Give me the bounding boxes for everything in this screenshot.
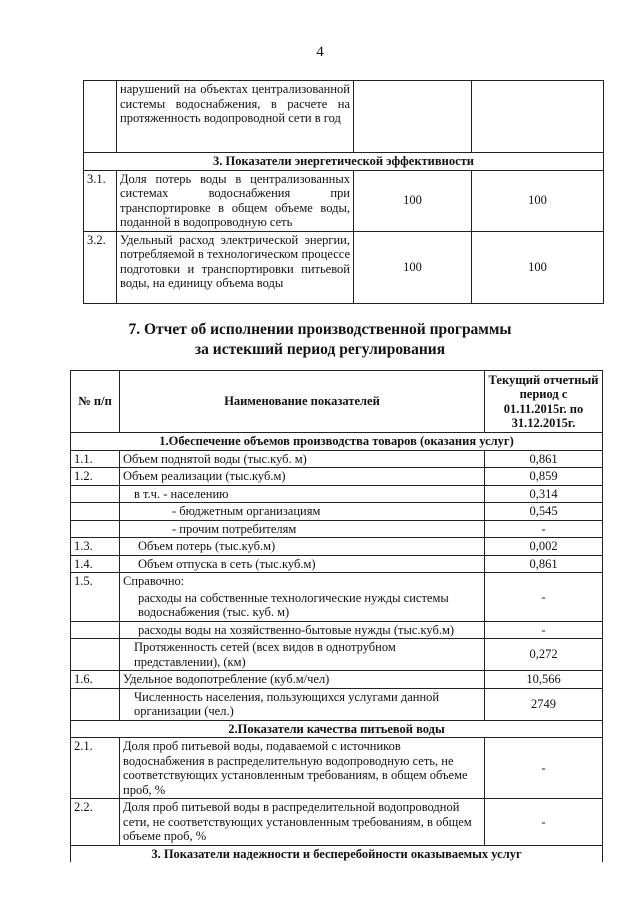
report-title-line1: 7. Отчет об исполнении производственной программы [128, 321, 512, 338]
row-value: 2749 [485, 688, 603, 720]
row-value: 0,002 [485, 538, 603, 556]
row-num: 3.1. [84, 170, 117, 231]
header-name: Наименование показателей [120, 371, 485, 433]
top-table [83, 80, 604, 304]
row-num: 1.4. [71, 555, 120, 573]
section3-title: 3. Показатели надежности и бесперебойности оказываемых услуг [71, 845, 603, 862]
row-value: - [485, 738, 603, 799]
row-name: Объем отпуска в сеть (тыс.куб.м) [120, 555, 485, 573]
row-value: 10,566 [485, 671, 603, 689]
row-name: Объем поднятой воды (тыс.куб. м) [120, 450, 485, 468]
row-value: - [485, 520, 603, 538]
row-name [120, 573, 485, 590]
row-num: 3.2. [84, 231, 117, 303]
row-value-1: 100 [354, 170, 472, 231]
row-name: в т.ч. - населению [120, 485, 485, 503]
main-table [70, 370, 603, 862]
row-num: 1.2. [71, 468, 120, 486]
row-value: 0,861 [485, 555, 603, 573]
row-num: 2.1. [71, 738, 120, 799]
row-value: 0,272 [485, 639, 603, 671]
section3-title: 3. Показатели энергетической эффективности [84, 153, 604, 171]
report-title-line2: за истекший период регулирования [194, 341, 446, 358]
row-name: Объем реализации (тыс.куб.м) [120, 468, 485, 486]
row-name: Доля проб питьевой воды, подаваемой с источников водоснабжения в распределительную водопроводную сеть, не соответствующих установленным требованиям, в общем объеме проб, % [120, 738, 485, 799]
row-name: Удельное водопотребление (куб.м/чел) [120, 671, 485, 689]
row-name: Доля потерь воды в централизованных системах водоснабжения при транспортировке в общем объеме воды, поданной в водопроводную сеть [117, 170, 354, 231]
row-value: - [485, 799, 603, 846]
row-value: 0,314 [485, 485, 603, 503]
row-value: 0,545 [485, 503, 603, 521]
report-title [0, 320, 640, 360]
row-num: 1.5. [71, 573, 120, 622]
row-value: 0,859 [485, 468, 603, 486]
section1-title: 1.Обеспечение объемов производства товаров (оказания услуг) [71, 433, 603, 451]
continuation-text: нарушений на объектах централизованной системы водоснабжения, в расчете на протяженность водопроводной сети в год [117, 81, 354, 153]
header-period: Текущий отчетный период с 01.11.2015г. по 31.12.2015г. [485, 371, 603, 433]
row-name: - прочим потребителям [120, 520, 485, 538]
row-name: Объем потерь (тыс.куб.м) [120, 538, 485, 556]
row-name: Численность населения, пользующихся услугами данной организации (чел.) [120, 688, 485, 720]
row-value-2: 100 [472, 231, 604, 303]
header-num: № п/п [71, 371, 120, 433]
section2-title: 2.Показатели качества питьевой воды [71, 720, 603, 738]
row-name: расходы на собственные технологические нужды системы водоснабжения (тыс. куб. м) [120, 590, 485, 622]
page-number: 4 [316, 44, 324, 60]
row-name: расходы воды на хозяйственно-бытовые нужды (тыс.куб.м) [120, 621, 485, 639]
row-value: 0,861 [485, 450, 603, 468]
row-num: 2.2. [71, 799, 120, 846]
row-name: Доля проб питьевой воды в распределительной водопроводной сети, не соответствующих установленным требованиям, в общем объеме проб, % [120, 799, 485, 846]
reference-label: Справочно: [123, 574, 185, 588]
row-name: - бюджетным организациям [120, 503, 485, 521]
row-value-1: 100 [354, 231, 472, 303]
row-value-2: 100 [472, 170, 604, 231]
row-num: 1.6. [71, 671, 120, 689]
row-name: Протяженность сетей (всех видов в однотрубном представлении), (км) [120, 639, 485, 671]
row-num: 1.3. [71, 538, 120, 556]
row-name: Удельный расход электрической энергии, потребляемой в технологическом процессе подготовки и транспортировки питьевой воды, на единицу объема воды [117, 231, 354, 303]
row-value: - [485, 621, 603, 639]
row-num: 1.1. [71, 450, 120, 468]
row-value: - [485, 573, 603, 622]
